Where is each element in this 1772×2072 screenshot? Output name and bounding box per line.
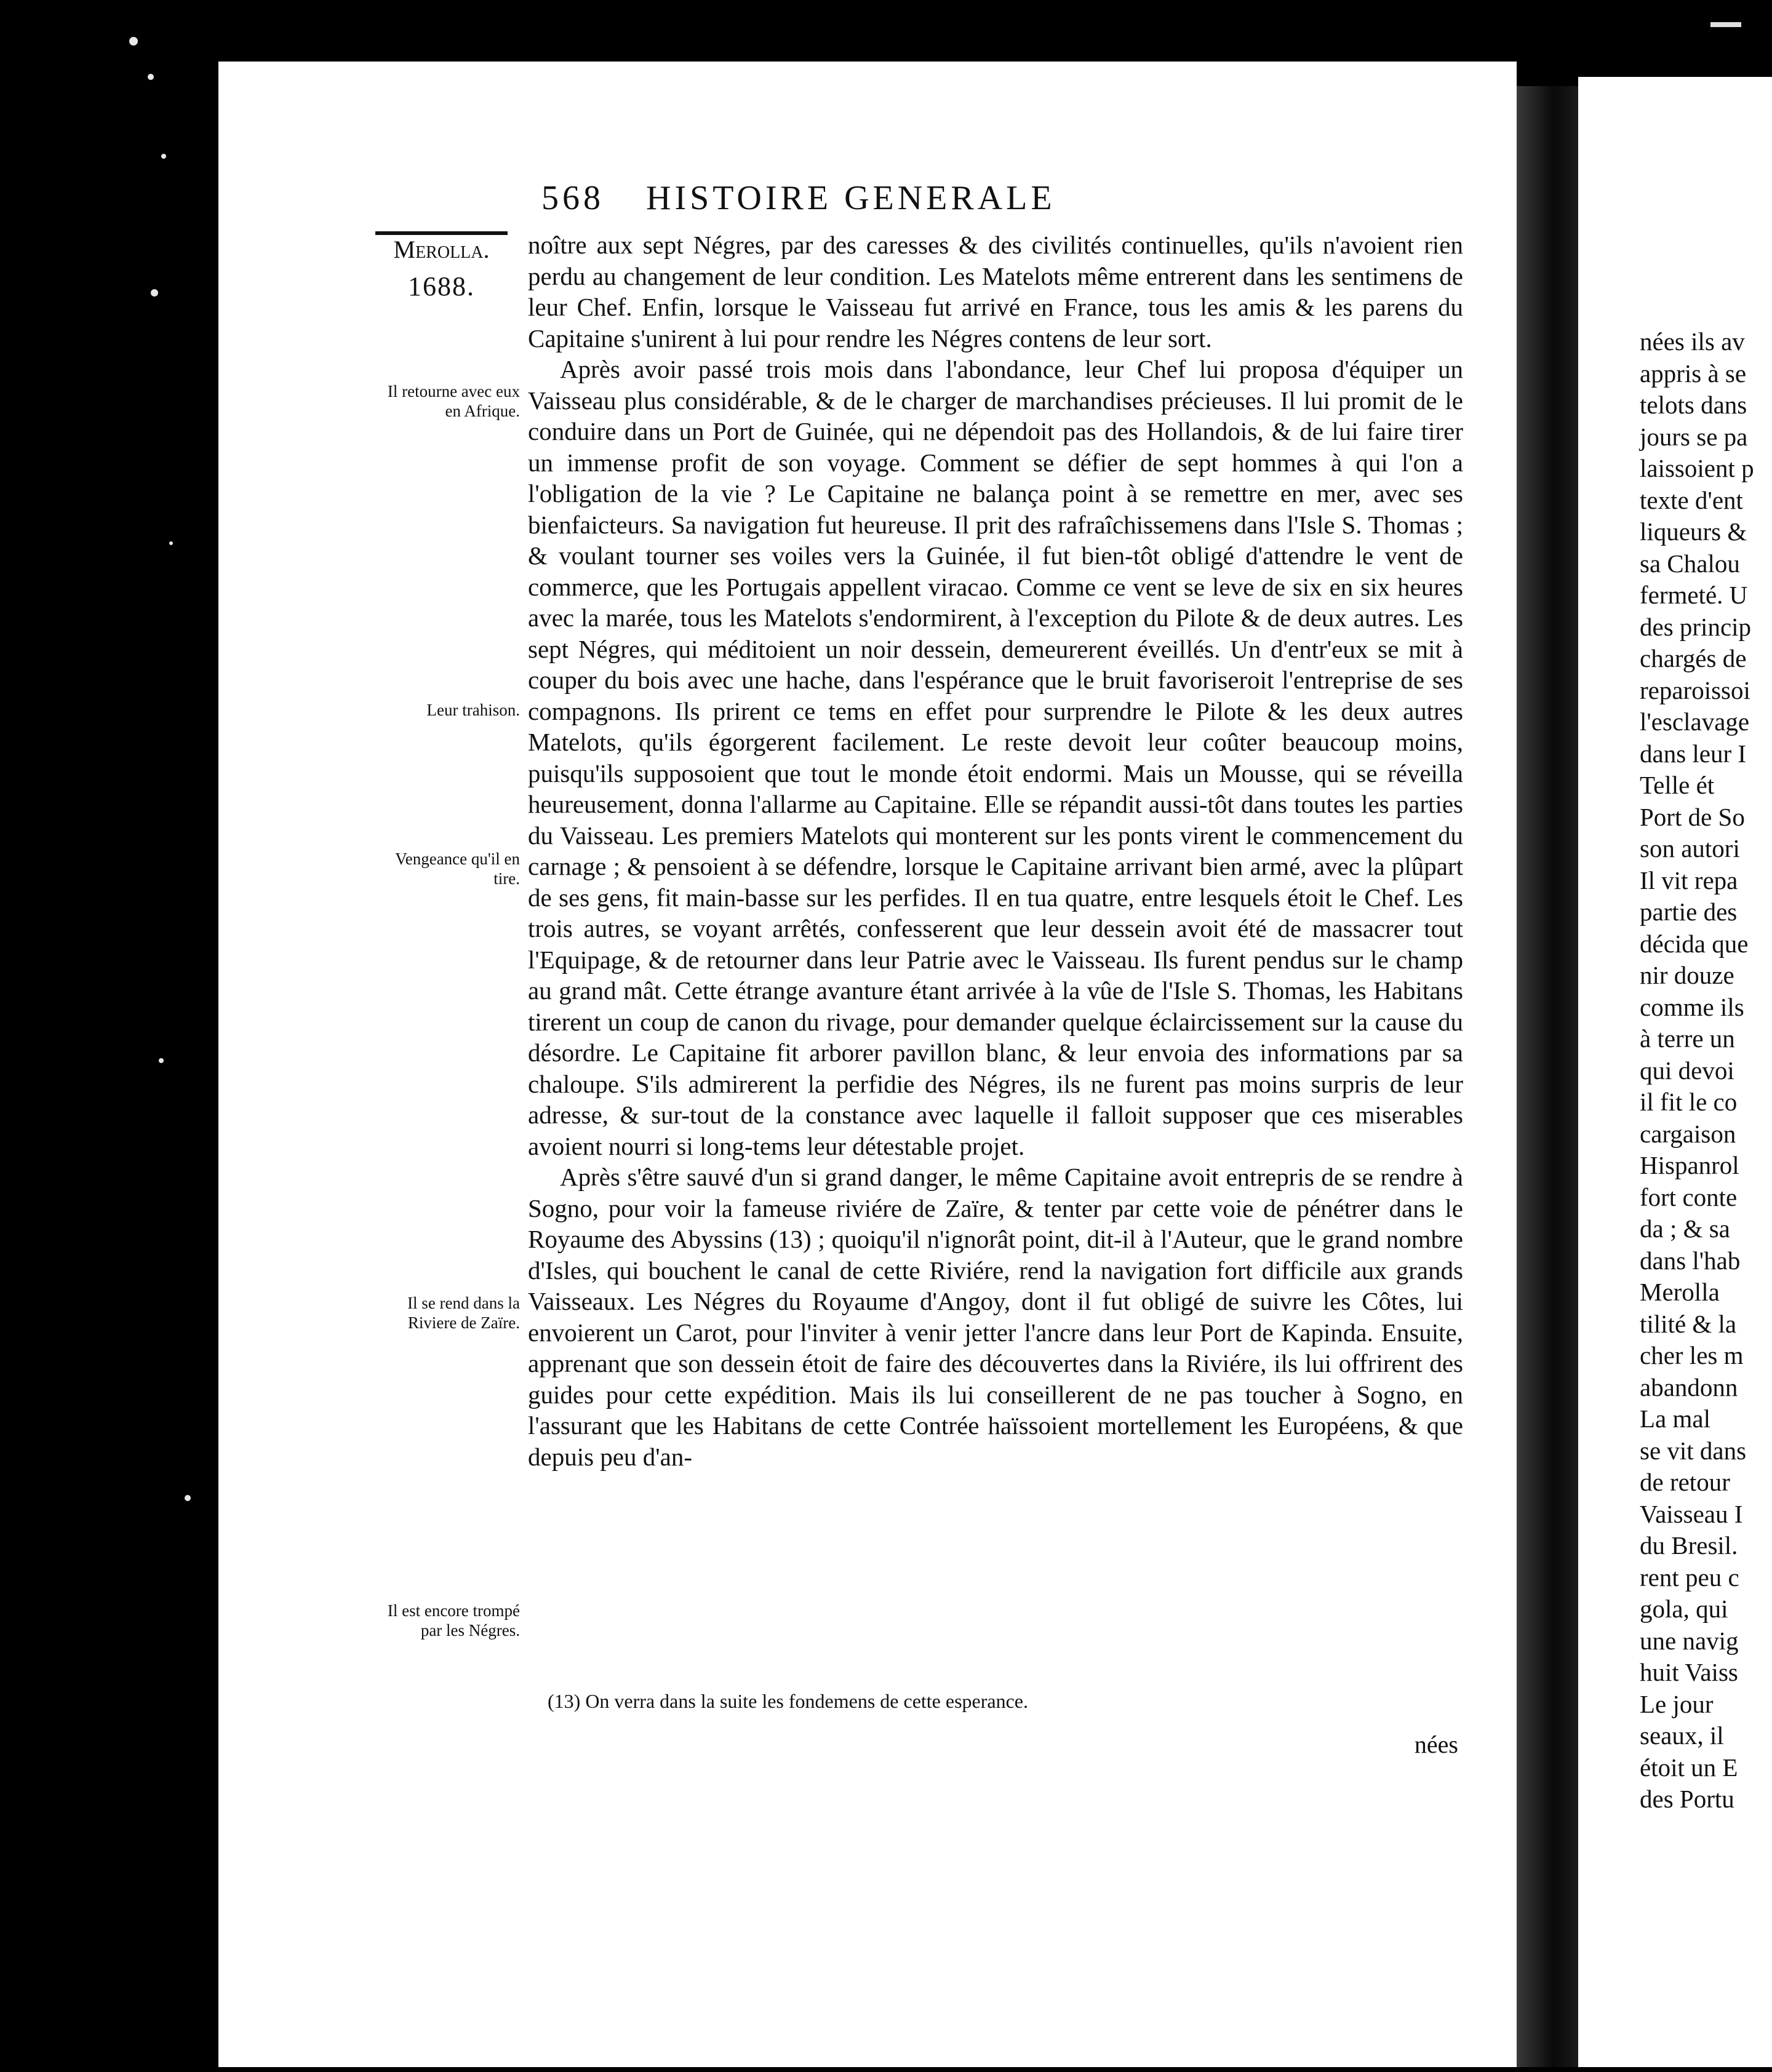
right-page-line: comme ils bbox=[1640, 992, 1744, 1021]
margin-note: Il se rend dans la Riviere de Zaïre. bbox=[407, 1294, 520, 1332]
right-page-line: seaux, il bbox=[1640, 1721, 1724, 1750]
right-page-line: nir douze bbox=[1640, 961, 1734, 989]
footnote: (13) On verra dans la suite les fondemens de cette esperance. bbox=[548, 1690, 1028, 1712]
right-page-line: cher les m bbox=[1640, 1341, 1744, 1369]
right-page-line: Port de So bbox=[1640, 802, 1745, 831]
right-page-line: des Portu bbox=[1640, 1785, 1734, 1813]
right-page-line: tilité & la bbox=[1640, 1309, 1737, 1338]
catchword: nées bbox=[1414, 1731, 1458, 1758]
right-page-line: Il vit repa bbox=[1640, 866, 1738, 895]
right-page-line: sa Chalou bbox=[1640, 549, 1740, 578]
right-page-line: chargés de bbox=[1640, 644, 1747, 672]
running-head bbox=[541, 178, 1464, 221]
right-page-line: Le jour bbox=[1640, 1689, 1714, 1718]
right-page-line: dans l'hab bbox=[1640, 1246, 1741, 1275]
right-page-line: son autori bbox=[1640, 834, 1740, 863]
right-page-line: reparoissoi bbox=[1640, 675, 1750, 704]
right-page-line: Telle ét bbox=[1640, 771, 1715, 799]
right-page-line: se vit dans bbox=[1640, 1436, 1747, 1465]
right-page-line: partie des bbox=[1640, 898, 1738, 926]
right-page-line: da ; & sa bbox=[1640, 1214, 1730, 1243]
margin-author: Merolla. bbox=[375, 231, 508, 265]
right-page-line: appris à se bbox=[1640, 359, 1747, 388]
right-page-line: des princip bbox=[1640, 612, 1752, 641]
right-page-line: Merolla bbox=[1640, 1278, 1720, 1306]
scan-edge-noise bbox=[0, 0, 218, 2072]
margin-note: Leur trahison. bbox=[426, 701, 520, 719]
right-page-line: telots dans bbox=[1640, 391, 1747, 419]
right-page-line: de retour bbox=[1640, 1468, 1730, 1496]
right-page-line: du Bresil. bbox=[1640, 1531, 1738, 1560]
page-number: 568 bbox=[541, 179, 604, 217]
right-page-text bbox=[1640, 326, 1772, 1815]
paragraph: noître aux sept Négres, par des caresses & des civilités continuelles, qu'ils n'avoient rien perdu au changement de leur condition. Les Matelots même entrerent dans les sentimens de leur Chef. Enfin, lorsque le Vaisseau fut arrivé en France, tous les amis & les parens du Capitaine s'unirent à lui pour rendre les Négres contens de leur sort. bbox=[528, 231, 1463, 353]
paragraph: Après s'être sauvé d'un si grand danger, le même Capitaine avoit entrepris de se rendre à Sogno, pour voir la fameuse riviére de Zaïre, & tenter par cette voie de pénétrer dans le Royaume des Abyssins (13) ; quoiqu'il n'ignorât point, dit-il à l'Auteur, que le grand nombre d'Isles, qui bouchent le canal de cette Riviére, rend la navigation fort difficile aux grands Vaisseaux. Les Négres du Royaume d'Angoy, dont il fut obligé de suivre les Côtes, lui envoierent un Carot, pour l'inviter à venir jetter l'ancre dans leur Port de Kapinda. Ensuite, apprenant que son dessein étoit de faire des découvertes dans la Riviére, ils lui offrirent des guides pour cette expédition. Mais ils lui conseillerent de ne pas toucher à Sogno, en l'assurant que les Habitans de cette Contrée haïssoient mortellement les Européens, & que depuis peu d'an- bbox=[528, 1163, 1463, 1471]
margin-note: Vengeance qu'il en tire. bbox=[395, 850, 520, 888]
right-page-line: nées ils av bbox=[1640, 327, 1745, 356]
right-page-line: à terre un bbox=[1640, 1024, 1735, 1053]
right-page-line: La mal bbox=[1640, 1405, 1710, 1433]
scan-corner-mark bbox=[1710, 22, 1741, 27]
right-page-line: fort conte bbox=[1640, 1182, 1738, 1211]
right-page-line: l'esclavage bbox=[1640, 707, 1750, 736]
paragraph: Après avoir passé trois mois dans l'abondance, leur Chef lui proposa d'équiper un Vaisseau plus considérable, & de le charger de marchandises précieuses. Il lui promit de le conduire dans un Port de Guinée, qui ne dépendoit pas des Hollandois, & de lui faire tirer un immense profit de son voyage. Comment se défier de sept hommes à qui l'on a l'obligation de la vie ? Le Capitaine ne balança point à se remettre en mer, avec ses bienfaicteurs. Sa navigation fut heureuse. Il prit des rafraîchissemens dans l'Isle S. Thomas ; & voulant tourner ses voiles vers la Guinée, il fut bien-tôt obligé d'attendre le vent de commerce, que les Portugais appellent viracao. Comme ce vent se leve de six en six heures avec la marée, tous les Matelots s'endormirent, à l'exception du Pilote & de deux autres. Les sept Négres, qui méditoient un noir dessein, demeurerent éveillés. Un d'entr'eux se mit à couper du bois avec une hache, dans l'espérance que le bruit favoriseroit l'entreprise de ses compagnons. Ils prirent ce tems en effet pour surprendre le Pilote & les deux autres Matelots, qu'ils égorgerent facilement. Le reste devoit leur coûter beaucoup moins, puisqu'ils supposoient que tout le monde étoit endormi. Mais un Mousse, qui se réveilla heureusement, donna l'allarme au Capitaine. Elle se répandit aussi-tôt dans toutes les parties du Vaisseau. Les premiers Matelots qui monterent sur les ponts virent le commencement du carnage ; & pensoient à se défendre, lorsque le Capitaine arrivant bien armé, avec la plûpart de ses gens, fit main-basse sur les perfides. Il en tua quatre, entre lesquels étoit le Chef. Les trois autres, se voyant arrêtés, confesserent que leur dessein avoit été de massacrer tout l'Equipage, & de retourner dans leur Patrie avec le Vaisseau. Ils furent pendus sur le champ au grand mât. Cette étrange avanture étant arrivée à la vûe de l'Isle S. Thomas, les Habitans tirerent un coup de canon du rivage, pour demander quelque éclaircissement sur la cause du désordre. Le Capitaine fit arborer pavillon blanc, & leur envoia des informations par sa chaloupe. S'ils admirerent la perfidie des Négres, ils ne furent pas moins surpris de leur adresse, & sur-tout de la constance avec laquelle il falloit supposer que ces miserables avoient nourri si long-tems leur détestable projet. bbox=[528, 355, 1463, 1160]
right-page-line: qui devoi bbox=[1640, 1056, 1734, 1085]
right-page-line: cargaison bbox=[1640, 1119, 1736, 1148]
right-page-line: liqueurs & bbox=[1640, 517, 1747, 546]
right-page-line: une navig bbox=[1640, 1626, 1739, 1655]
right-page bbox=[1578, 77, 1772, 2067]
right-page-line: laissoient p bbox=[1640, 454, 1754, 482]
main-text-column bbox=[528, 229, 1463, 1472]
right-page-line: Vaisseau I bbox=[1640, 1499, 1743, 1528]
margin-note: Il est encore trompé par les Négres. bbox=[387, 1601, 520, 1640]
right-page-line: gola, qui bbox=[1640, 1595, 1728, 1623]
margin-year: 1688. bbox=[408, 271, 475, 301]
right-page-line: Hispanrol bbox=[1640, 1151, 1739, 1179]
book-spine-shadow bbox=[1517, 86, 1578, 2067]
right-page-line: texte d'ent bbox=[1640, 485, 1743, 514]
right-page-line: étoit un E bbox=[1640, 1753, 1738, 1782]
right-page-line: abandonn bbox=[1640, 1373, 1738, 1401]
margin-note: Il retourne avec eux en Afrique. bbox=[387, 382, 520, 420]
running-title: HISTOIRE GENERALE bbox=[646, 179, 1056, 217]
right-page-line: il fit le co bbox=[1640, 1088, 1738, 1116]
right-page-line: rent peu c bbox=[1640, 1563, 1739, 1592]
right-page-line: dans leur I bbox=[1640, 739, 1747, 768]
right-page-line: fermeté. U bbox=[1640, 581, 1748, 609]
right-page-line: huit Vaiss bbox=[1640, 1658, 1738, 1686]
right-page-line: jours se pa bbox=[1640, 422, 1748, 451]
right-page-line: décida que bbox=[1640, 929, 1749, 958]
